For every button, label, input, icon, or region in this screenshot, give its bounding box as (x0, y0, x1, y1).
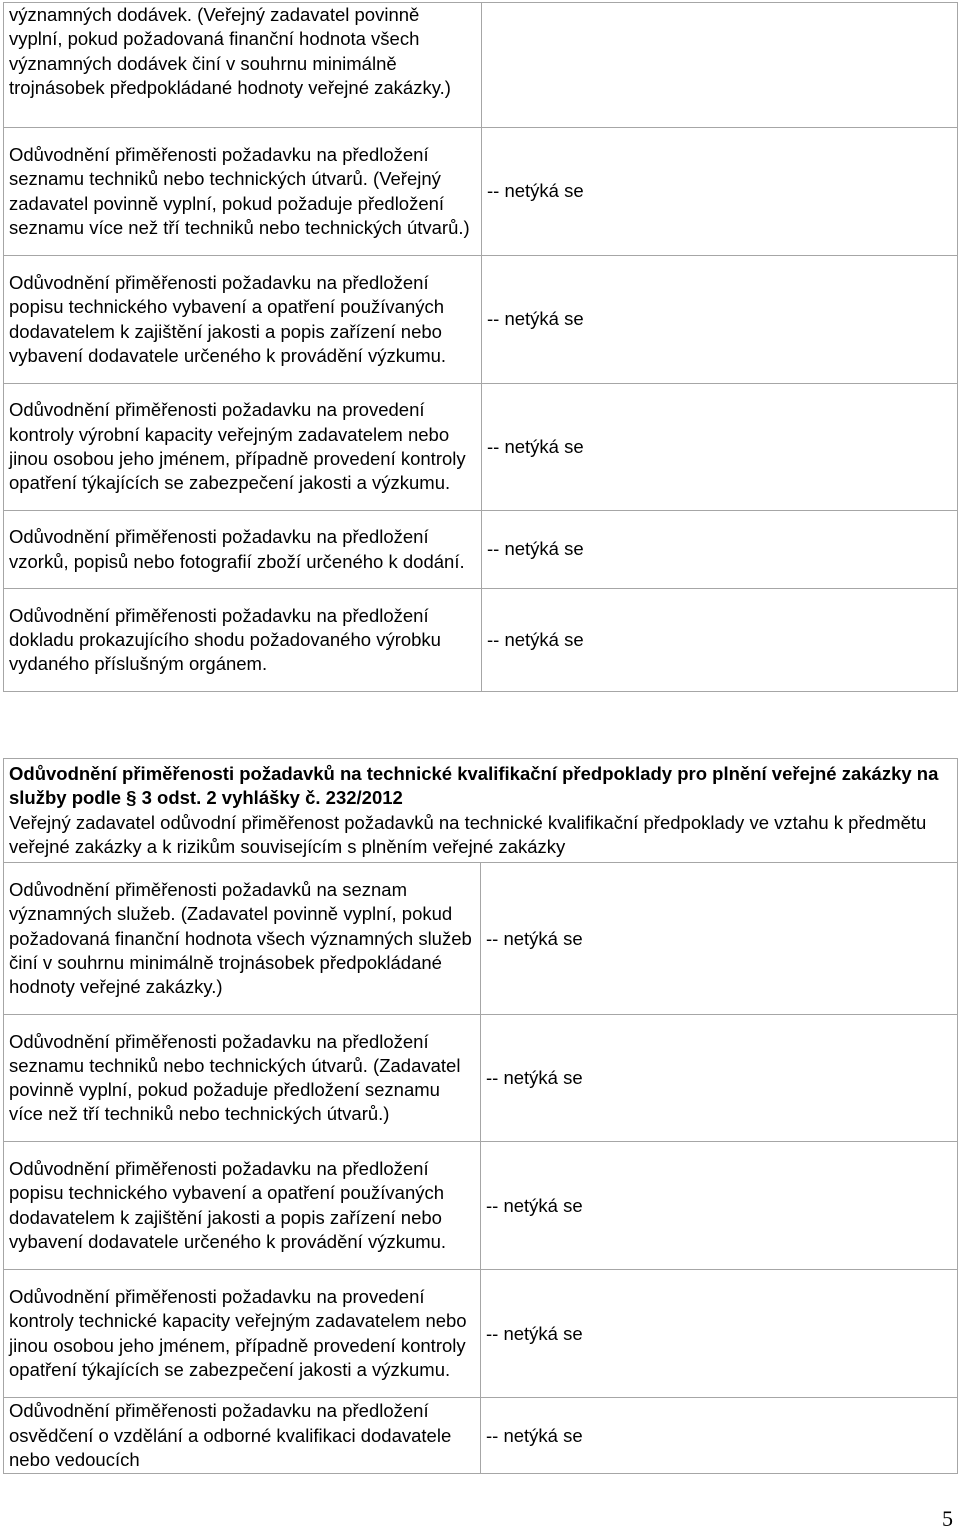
section-title: Odůvodnění přiměřenosti požadavků na technické kvalifikační předpoklady pro plnění veřejné zakázky na služby podle § 3 odst. 2 vyhlášky č. 232/2012 (9, 763, 939, 809)
table-row (4, 384, 958, 511)
requirements-table-supplies (3, 2, 958, 692)
row-value: -- netýká se (482, 511, 958, 589)
row-justification: Odůvodnění přiměřenosti požadavku na předložení seznamu techniků nebo technických útvarů. (Veřejný zadavatel povinně vyplní, pokud požaduje předložení seznamu více než tří techniků nebo technických útvarů.) (4, 128, 482, 256)
row-value: -- netýká se (482, 128, 958, 256)
table-row (4, 511, 958, 589)
table-row (4, 3, 958, 128)
row-justification: Odůvodnění přiměřenosti požadavku na předložení dokladu prokazujícího shodu požadovaného výrobku vydaného příslušným orgánem. (4, 589, 482, 692)
row-justification: Odůvodnění přiměřenosti požadavku na předložení osvědčení o vzdělání a odborné kvalifikaci dodavatele nebo vedoucích (4, 1398, 481, 1474)
row-justification: Odůvodnění přiměřenosti požadavku na předložení popisu technického vybavení a opatření používaných dodavatelem k zajištění jakosti a popis zařízení nebo vybavení dodavatele určeného k provádění výzkumu. (4, 256, 482, 384)
table-row (4, 589, 958, 692)
section-header (4, 759, 958, 863)
row-justification: významných dodávek. (Veřejný zadavatel povinně vyplní, pokud požadovaná finanční hodnota všech významných dodávek činí v souhrnu minimálně trojnásobek předpokládané hodnoty veřejné zakázky.) (4, 3, 482, 128)
section-description: Veřejný zadavatel odůvodní přiměřenost požadavků na technické kvalifikační předpoklady ve vztahu k předmětu veřejné zakázky a k rizikům souvisejícím s plněním veřejné zakázky (9, 811, 927, 857)
table-row (4, 1142, 958, 1270)
table-row (4, 128, 958, 256)
row-value: -- netýká se (481, 863, 958, 1015)
table-row (4, 1398, 958, 1474)
row-value: -- netýká se (481, 1015, 958, 1142)
row-justification: Odůvodnění přiměřenosti požadavků na seznam významných služeb. (Zadavatel povinně vyplní, pokud požadovaná finanční hodnota všech významných služeb činí v souhrnu minimálně trojnásobek předpokládané hodnoty veřejné zakázky.) (4, 863, 481, 1015)
row-justification: Odůvodnění přiměřenosti požadavku na předložení vzorků, popisů nebo fotografií zboží určeného k dodání. (4, 511, 482, 589)
table-row (4, 863, 958, 1015)
row-justification: Odůvodnění přiměřenosti požadavku na provedení kontroly výrobní kapacity veřejným zadavatelem nebo jinou osobou jeho jménem, případně provedení kontroly opatření týkajících se zabezpečení jakosti a výzkumu. (4, 384, 482, 511)
table-row (4, 1015, 958, 1142)
table-row (4, 1270, 958, 1398)
row-value: -- netýká se (481, 1398, 958, 1474)
requirements-table-services (3, 758, 958, 1474)
row-value: -- netýká se (482, 589, 958, 692)
row-value: -- netýká se (481, 1142, 958, 1270)
row-value (482, 3, 958, 128)
row-justification: Odůvodnění přiměřenosti požadavku na provedení kontroly technické kapacity veřejným zadavatelem nebo jinou osobou jeho jménem, případně provedení kontroly opatření týkajících se zabezpečení jakosti a výzkumu. (4, 1270, 481, 1398)
page-number: 5 (942, 1506, 953, 1531)
table-row (4, 256, 958, 384)
row-value: -- netýká se (482, 256, 958, 384)
section-header-row (4, 759, 958, 863)
row-value: -- netýká se (481, 1270, 958, 1398)
row-justification: Odůvodnění přiměřenosti požadavku na předložení popisu technického vybavení a opatření používaných dodavatelem k zajištění jakosti a popis zařízení nebo vybavení dodavatele určeného k provádění výzkumu. (4, 1142, 481, 1270)
row-value: -- netýká se (482, 384, 958, 511)
row-justification: Odůvodnění přiměřenosti požadavku na předložení seznamu techniků nebo technických útvarů. (Zadavatel povinně vyplní, pokud požaduje předložení seznamu více než tří techniků nebo technických útvarů.) (4, 1015, 481, 1142)
